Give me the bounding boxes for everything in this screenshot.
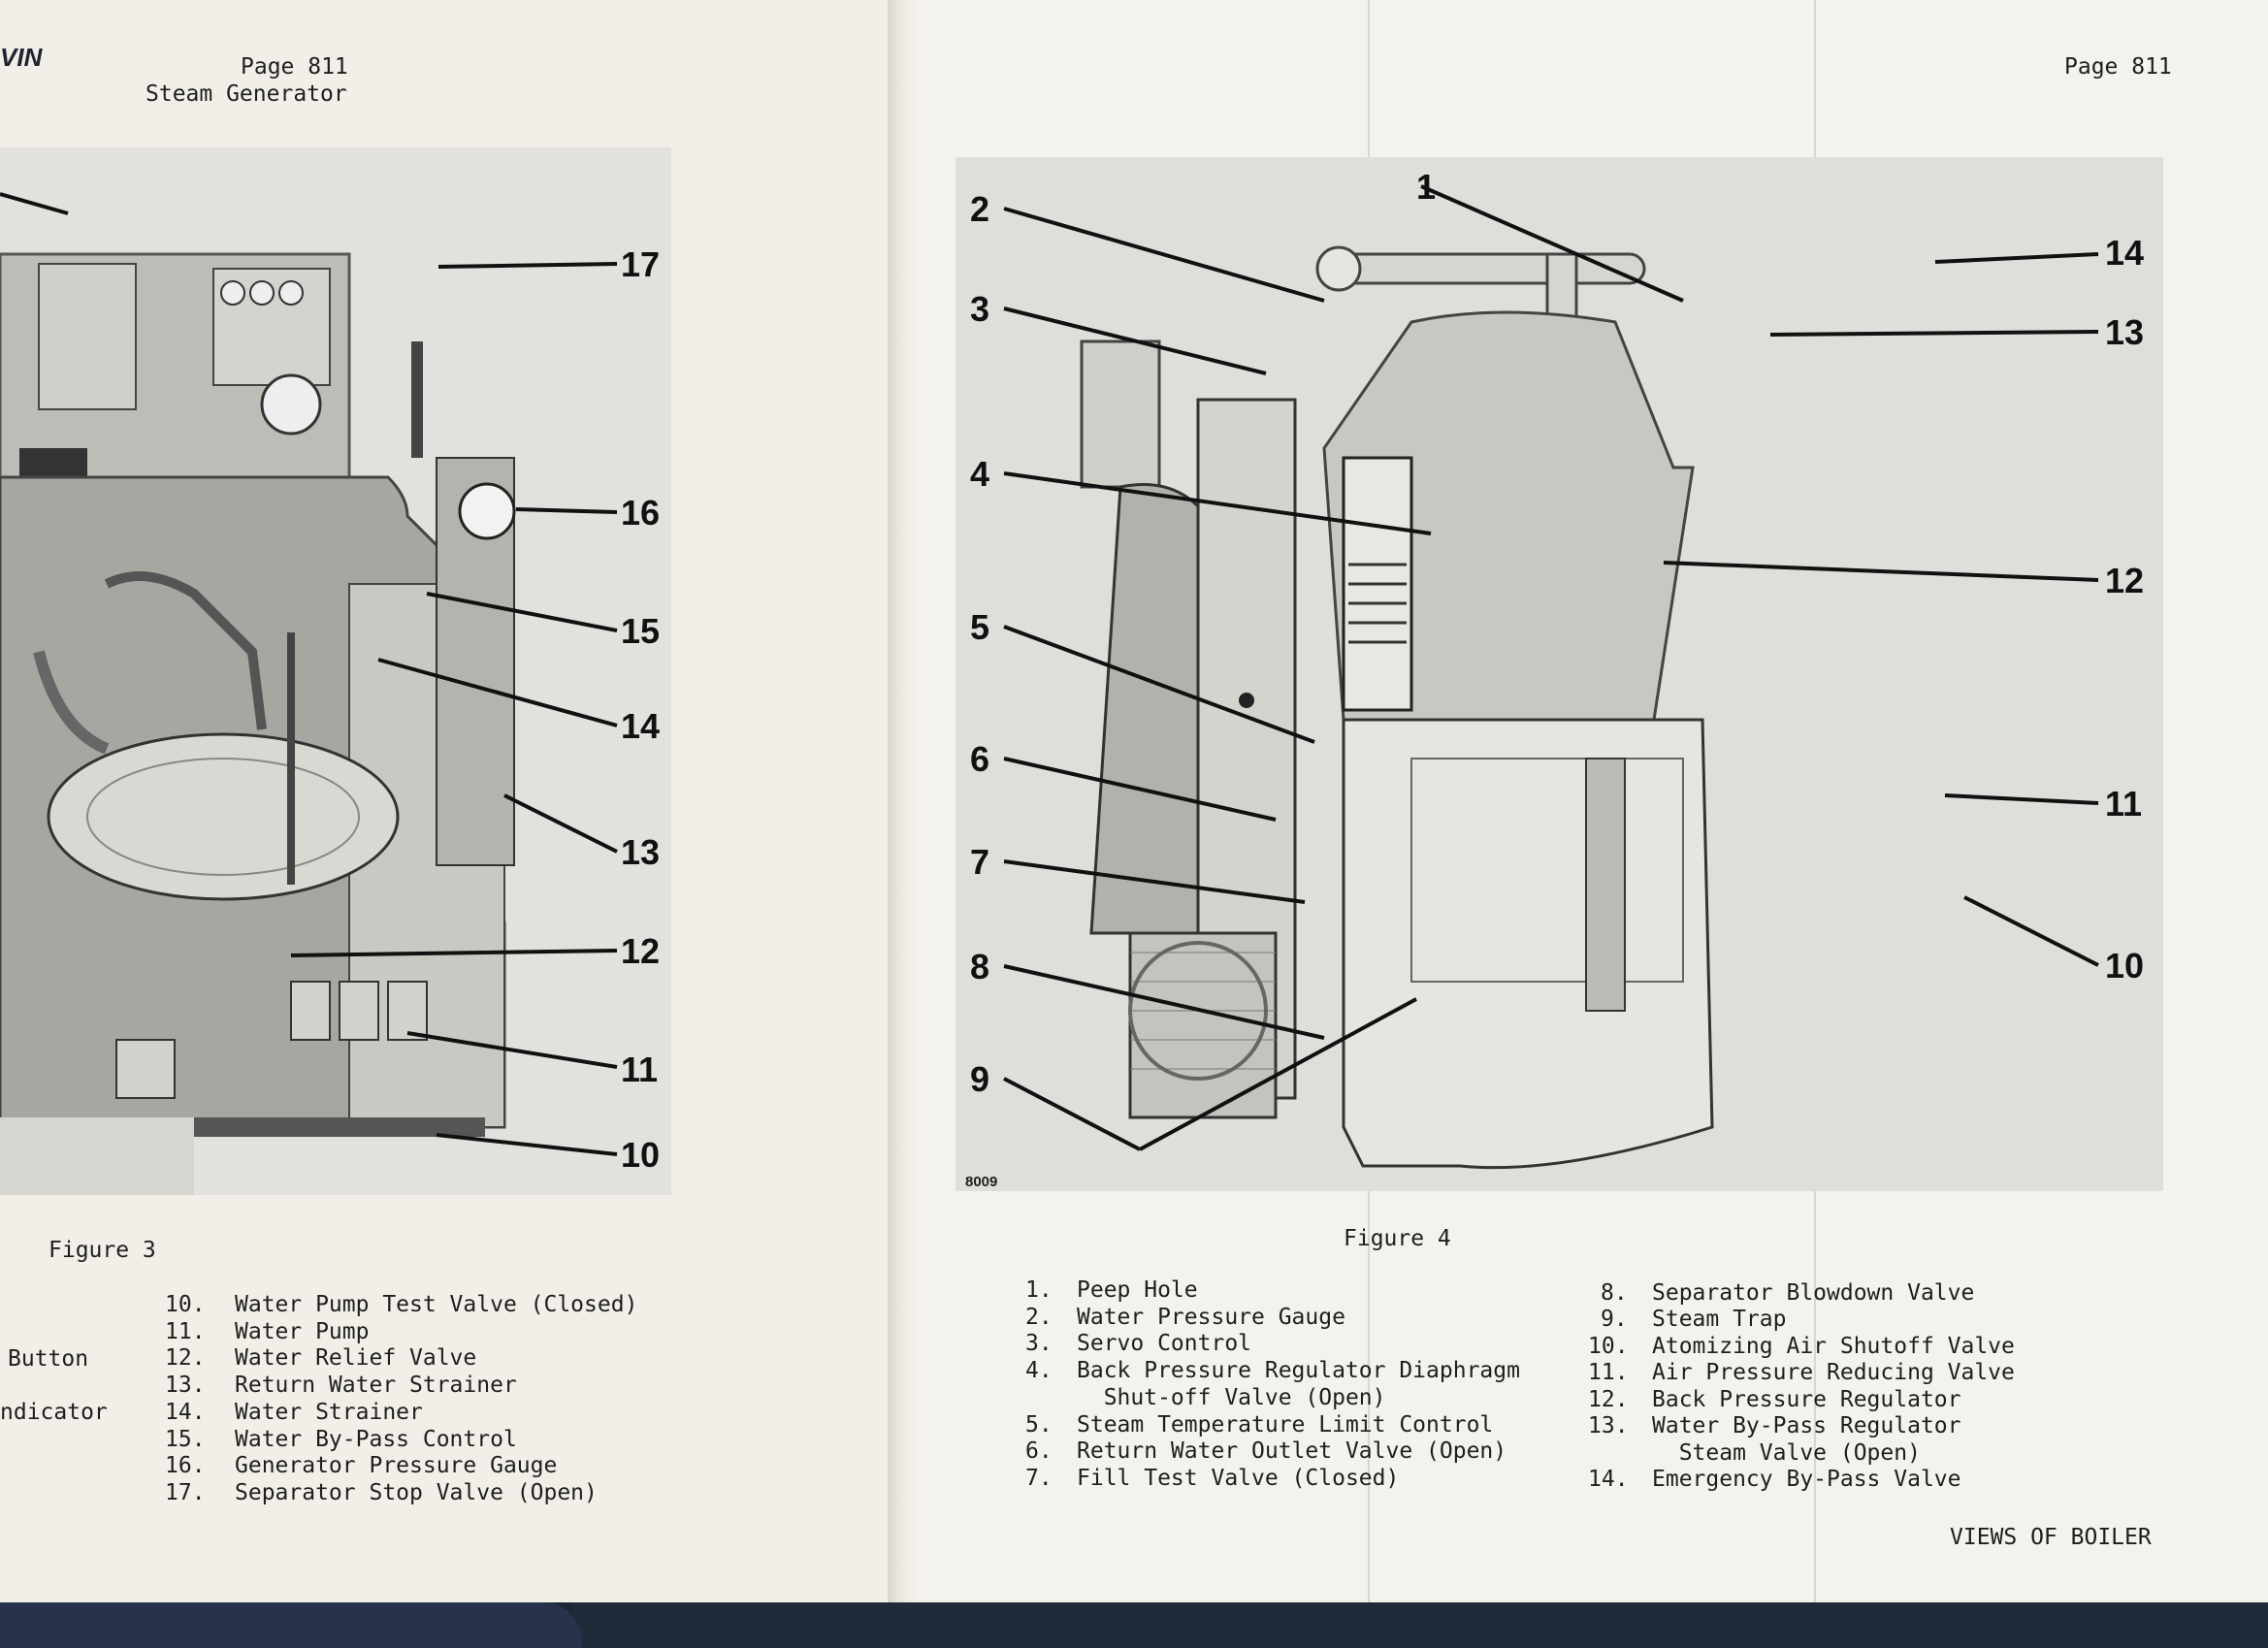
legend-text: Water By-Pass Control xyxy=(235,1427,517,1452)
figure-3-leader-lines xyxy=(0,0,888,1203)
callout-7: 7 xyxy=(970,842,990,882)
legend-number: 12. xyxy=(1588,1387,1629,1412)
legend-text: Servo Control xyxy=(1077,1331,1252,1356)
legend-number: 7. xyxy=(1025,1466,1053,1491)
legend-number: 1. xyxy=(1025,1277,1053,1303)
legend-text: Water Strainer xyxy=(235,1400,423,1425)
legend-text: Back Pressure Regulator xyxy=(1652,1387,1961,1412)
legend-number: 11. xyxy=(1588,1360,1629,1385)
legend-text: Fill Test Valve (Closed) xyxy=(1077,1466,1400,1491)
legend-text: Separator Stop Valve (Open) xyxy=(235,1480,598,1505)
callout-2: 2 xyxy=(970,189,990,229)
page-number: Page 811 xyxy=(2064,54,2172,80)
legend-text: Steam Temperature Limit Control xyxy=(1077,1412,1494,1438)
callout-10: 10 xyxy=(2105,946,2145,986)
legend-number: 17. xyxy=(165,1480,206,1505)
legend-text: Water Relief Valve xyxy=(235,1345,477,1371)
callout-12: 12 xyxy=(621,931,661,971)
legend-text: Air Pressure Reducing Valve xyxy=(1652,1360,2015,1385)
photo-id: 8009 xyxy=(965,1174,998,1190)
legend-text: Separator Blowdown Valve xyxy=(1652,1280,1975,1306)
legend-number: 10. xyxy=(165,1292,206,1317)
legend-number: 6. xyxy=(1025,1438,1053,1464)
callout-15: 15 xyxy=(621,611,661,651)
legend-text: Peep Hole xyxy=(1077,1277,1198,1303)
callout-4: 4 xyxy=(970,454,990,494)
callout-6: 6 xyxy=(970,739,990,779)
legend-text: Water By-Pass Regulator xyxy=(1652,1413,1961,1438)
legend-text: Generator Pressure Gauge xyxy=(235,1453,558,1478)
legend-text: Water Pressure Gauge xyxy=(1077,1305,1345,1330)
figure-3-caption: Figure 3 xyxy=(49,1238,156,1263)
callout-1: 1 xyxy=(1416,167,1437,207)
left-page xyxy=(0,0,888,1648)
legend-number: 4. xyxy=(1025,1358,1053,1383)
legend-number: 12. xyxy=(165,1345,206,1371)
legend-number: 3. xyxy=(1025,1331,1053,1356)
legend-number: 10. xyxy=(1588,1334,1629,1359)
legend-number: 8. xyxy=(1601,1280,1628,1306)
legend-text: Return Water Outlet Valve (Open) xyxy=(1077,1438,1507,1464)
callout-13: 13 xyxy=(621,832,661,872)
callout-17: 17 xyxy=(621,244,661,284)
legend-text: Water Pump Test Valve (Closed) xyxy=(235,1292,638,1317)
page-gutter xyxy=(888,0,917,1648)
legend-number: 5. xyxy=(1025,1412,1053,1438)
callout-11: 11 xyxy=(621,1050,659,1089)
legend-text: Steam Trap xyxy=(1652,1307,1787,1332)
callout-8: 8 xyxy=(970,947,990,986)
right-page xyxy=(917,0,2268,1648)
figure-4-caption: Figure 4 xyxy=(1344,1226,1451,1251)
footer-title: VIEWS OF BOILER xyxy=(1950,1525,2152,1550)
callout-12: 12 xyxy=(2105,561,2145,600)
side-label-indicator: ndicator xyxy=(0,1400,108,1425)
legend-number: 9. xyxy=(1601,1307,1628,1332)
legend-number: 14. xyxy=(165,1400,206,1425)
callout-3: 3 xyxy=(970,289,990,329)
legend-number: 11. xyxy=(165,1319,206,1344)
legend-text: Shut-off Valve (Open) xyxy=(1077,1385,1386,1410)
legend-number: 2. xyxy=(1025,1305,1053,1330)
legend-number: 13. xyxy=(165,1373,206,1398)
callout-11: 11 xyxy=(2105,784,2143,824)
callout-5: 5 xyxy=(970,607,990,647)
legend-number: 16. xyxy=(165,1453,206,1478)
header-fragment: VIN xyxy=(0,43,43,72)
legend-text: Atomizing Air Shutoff Valve xyxy=(1652,1334,2015,1359)
legend-number: 14. xyxy=(1588,1467,1629,1492)
legend-text: Water Pump xyxy=(235,1319,370,1344)
legend-text: Return Water Strainer xyxy=(235,1373,517,1398)
page-number: Page 811 xyxy=(241,54,348,80)
legend-text: Back Pressure Regulator Diaphragm xyxy=(1077,1358,1520,1383)
legend-number: 13. xyxy=(1588,1413,1629,1438)
callout-14: 14 xyxy=(2105,233,2145,273)
scan-background xyxy=(0,1602,2268,1648)
side-label-button: Button xyxy=(8,1346,89,1372)
legend-number: 15. xyxy=(165,1427,206,1452)
section-title: Steam Generator xyxy=(146,81,347,107)
callout-16: 16 xyxy=(621,493,661,533)
callout-13: 13 xyxy=(2105,312,2145,352)
legend-text: Steam Valve (Open) xyxy=(1652,1440,1921,1466)
callout-10: 10 xyxy=(621,1135,661,1175)
callout-14: 14 xyxy=(621,706,661,746)
callout-9: 9 xyxy=(970,1059,990,1099)
legend-text: Emergency By-Pass Valve xyxy=(1652,1467,1961,1492)
scan-edge xyxy=(572,1602,2268,1648)
scan-corner xyxy=(0,1602,582,1648)
figure-4-leader-lines xyxy=(917,0,2268,1203)
